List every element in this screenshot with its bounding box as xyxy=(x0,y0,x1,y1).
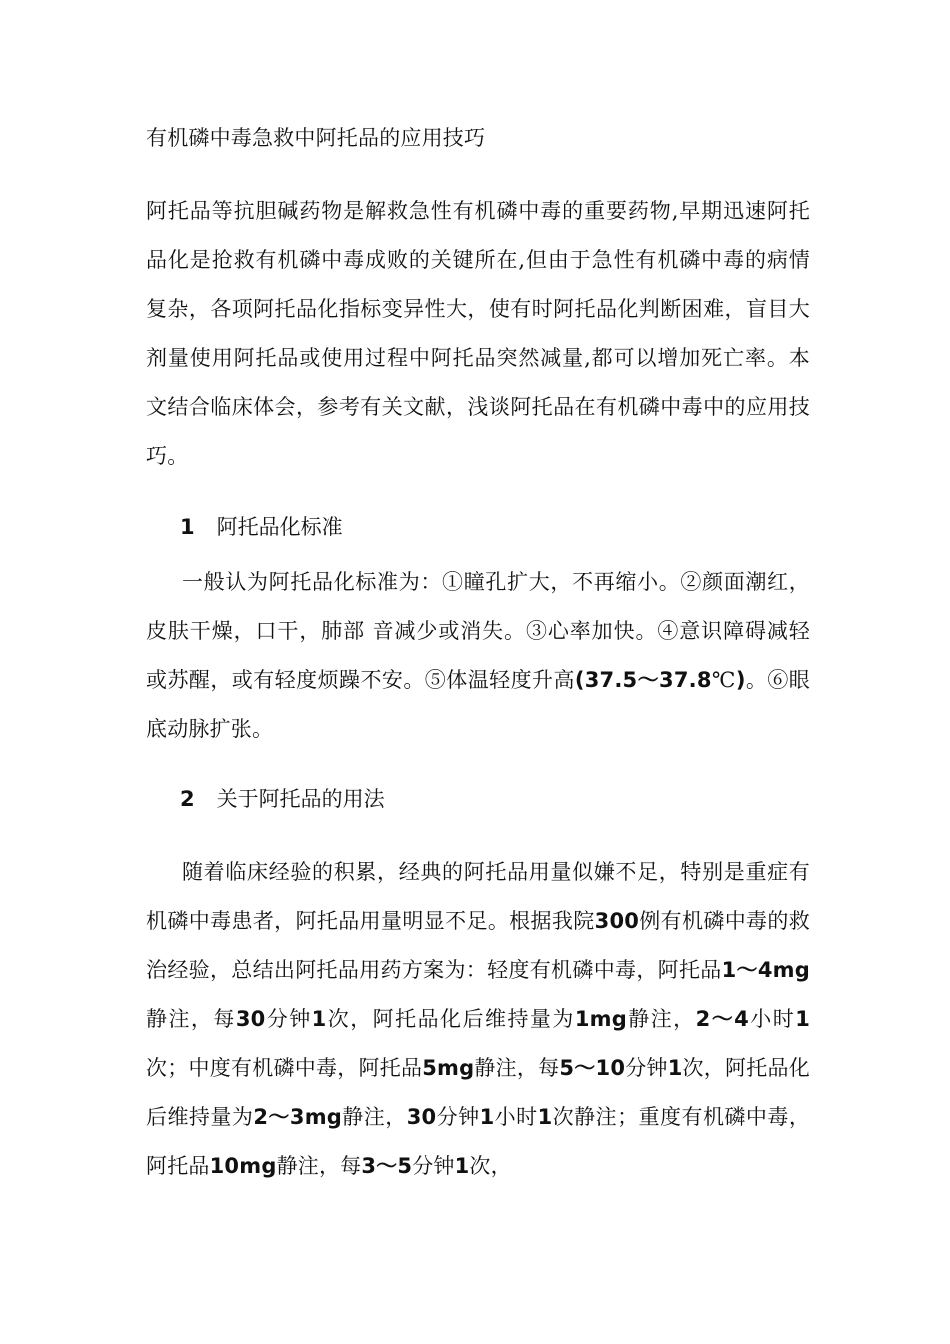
celsius-unit: ℃ xyxy=(711,668,736,692)
bold-number: 10mg xyxy=(209,1154,277,1178)
bold-number: 5～10 xyxy=(559,1056,626,1080)
text-run: 小时 xyxy=(749,1007,796,1031)
text-run: 例有机磷中毒的救治经验，总结出阿托品用药方案为：轻度有机磷中毒，阿托品 xyxy=(146,909,810,982)
bold-number: 1 xyxy=(311,1007,327,1031)
text-run: 小时 xyxy=(494,1105,538,1129)
bold-number: 5mg xyxy=(422,1056,475,1080)
text-run: 次静注；重度有机磷中毒，阿托品 xyxy=(146,1105,811,1178)
text-run: 静注， xyxy=(626,1007,696,1031)
text-run: 静注，每 xyxy=(146,1007,236,1031)
bold-number: 1 xyxy=(795,1007,810,1031)
text-run: 静注，每 xyxy=(474,1056,560,1080)
text-run: 。⑥眼底动脉扩张。 xyxy=(146,668,810,741)
bold-number: 1 xyxy=(667,1056,683,1080)
text-run: 静注，每 xyxy=(276,1154,362,1178)
bold-number: 1 xyxy=(454,1154,470,1178)
bold-number: 1 xyxy=(479,1105,495,1129)
bold-number: 3～5 xyxy=(361,1154,413,1178)
text-run: 分钟 xyxy=(412,1154,455,1178)
text-run: 分钟 xyxy=(265,1007,312,1031)
section-1-title: 阿托品化标准 xyxy=(216,515,343,539)
section-2-paragraph xyxy=(146,848,810,1191)
document-title: 有机磷中毒急救中阿托品的应用技巧 xyxy=(146,126,486,150)
text-run: 一般认为阿托品化标准为：①瞳孔扩大，不再缩小。②颜面潮红，皮肤干燥，口干，肺部 音减少或消失。③心率加快。④意识障碍减轻或苏醒，或有轻度烦躁不安。⑤体温轻度升高 xyxy=(146,570,810,692)
temperature-range: (37.5～37.8 xyxy=(574,668,712,692)
text-run: 随着临床经验的积累，经典的阿托品用量似嫌不足，特别是重症有机磷中毒患者，阿托品用量明显不足。根据我院 xyxy=(146,860,810,933)
text-run: 次，阿托品化后维持量为 xyxy=(326,1007,575,1031)
bold-number: 300 xyxy=(594,909,640,933)
section-2-heading xyxy=(180,784,385,814)
bold-number: 2～3mg xyxy=(253,1105,343,1129)
bold-number: 1～4mg xyxy=(721,958,811,982)
text-run: 分钟 xyxy=(625,1056,668,1080)
text-run: 次， xyxy=(469,1154,512,1178)
text-run: 次，阿托品化后维持量为 xyxy=(146,1056,810,1129)
bold-number: 30 xyxy=(235,1007,266,1031)
section-1-heading xyxy=(180,512,343,542)
bold-number: 1mg xyxy=(574,1007,627,1031)
text-run: 分钟 xyxy=(436,1105,480,1129)
text-run: 次；中度有机磷中毒，阿托品 xyxy=(146,1056,423,1080)
bold-number: 1 xyxy=(537,1105,553,1129)
section-2-title: 关于阿托品的用法 xyxy=(216,787,385,811)
section-2-number: 2 xyxy=(180,787,195,811)
intro-paragraph: 阿托品等抗胆碱药物是解救急性有机磷中毒的重要药物,早期迅速阿托品化是抢救有机磷中毒成败的关键所在,但由于急性有机磷中毒的病情复杂，各项阿托品化指标变异性大，使有时阿托品化判断困难，盲目大剂量使用阿托品或使用过程中阿托品突然减量,都可以增加死亡率。本文结合临床体会，参考有关文献，浅谈阿托品在有机磷中毒中的应用技巧。 xyxy=(146,199,810,468)
bold-number: 2～4 xyxy=(695,1007,749,1031)
section-1-paragraph xyxy=(146,558,810,754)
section-1-number: 1 xyxy=(180,515,195,539)
text-run: 静注， xyxy=(342,1105,407,1129)
close-paren: ) xyxy=(735,668,746,692)
bold-number: 30 xyxy=(406,1105,437,1129)
